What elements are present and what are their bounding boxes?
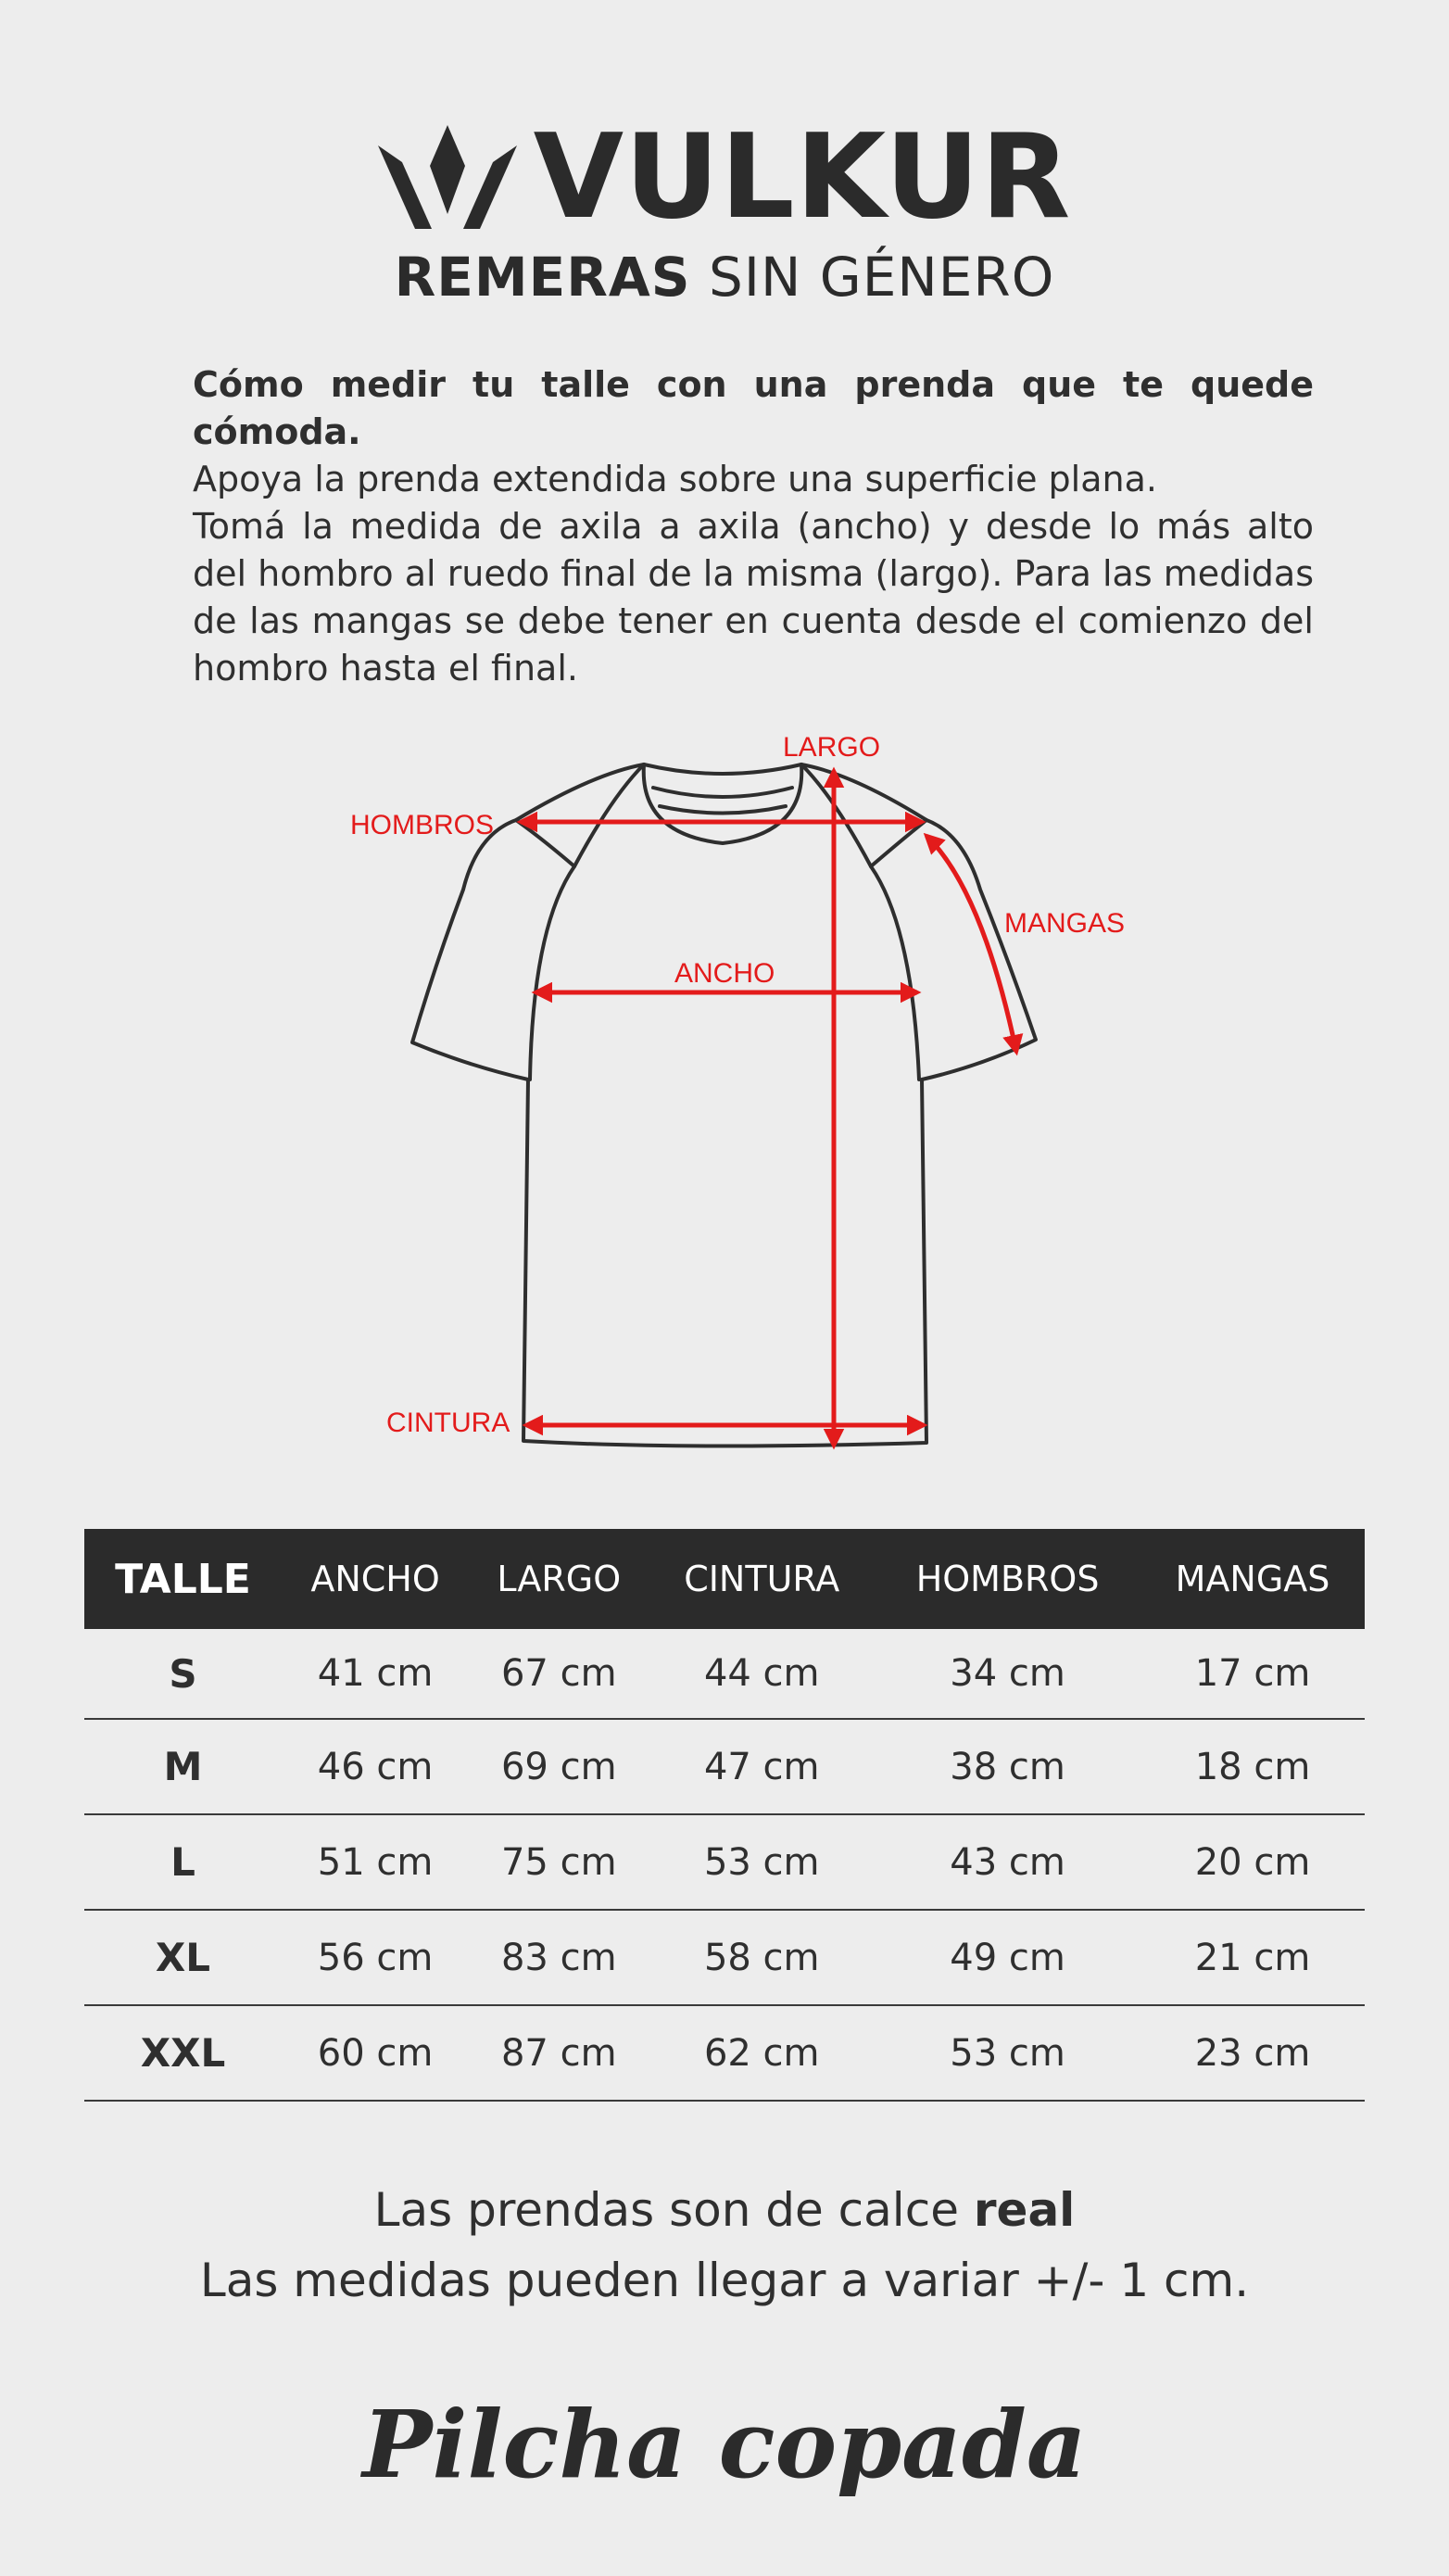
header-talle: TALLE: [84, 1529, 282, 1629]
brand-name: VULKUR: [533, 108, 1072, 245]
table-header-row: [84, 1529, 1365, 1629]
vulkur-flame-logo-icon: [378, 125, 517, 229]
table-cell: 46 cm: [282, 1719, 469, 1814]
table-cell: 44 cm: [649, 1629, 875, 1719]
table-cell: 23 cm: [1140, 2005, 1365, 2101]
size-cell: L: [84, 1814, 282, 1910]
table-cell: 17 cm: [1140, 1629, 1365, 1719]
table-row: [84, 1629, 1365, 1719]
measurement-arrows: [521, 771, 1016, 1446]
subtitle-rest: SIN GÉNERO: [709, 246, 1055, 309]
table-row: [84, 1814, 1365, 1910]
table-cell: 75 cm: [469, 1814, 649, 1910]
size-cell: M: [84, 1719, 282, 1814]
header-mangas: MANGAS: [1140, 1529, 1365, 1629]
variance-note: Las medidas pueden llegar a variar +/- 1 cm.: [199, 2254, 1250, 2307]
fit-note: [0, 2183, 1449, 2237]
size-chart-table: [84, 1529, 1365, 2102]
subtitle-bold: REMERAS: [394, 246, 691, 309]
table-cell: 41 cm: [282, 1629, 469, 1719]
size-cell: XXL: [84, 2005, 282, 2101]
label-largo: LARGO: [783, 732, 881, 763]
tshirt-measurement-diagram: [0, 704, 1449, 1473]
slogan: Pilcha copada: [362, 2390, 1087, 2499]
instructions-line-2: Tomá la medida de axila a axila (ancho) y desde lo más alto del hombro al ruedo final de la misma (largo). Para las medidas de las mangas se debe tener en cuenta desde el comienzo del hombro hasta el final.: [193, 506, 1314, 688]
label-hombros: HOMBROS: [350, 810, 495, 840]
table-cell: 60 cm: [282, 2005, 469, 2101]
table-cell: 18 cm: [1140, 1719, 1365, 1814]
header-hombros: HOMBROS: [875, 1529, 1140, 1629]
table-cell: 34 cm: [875, 1629, 1140, 1719]
table-cell: 83 cm: [469, 1910, 649, 2005]
tshirt-illustration: [0, 704, 1449, 1473]
tshirt-outline: [412, 764, 1036, 1446]
table-cell: 69 cm: [469, 1719, 649, 1814]
table-cell: 62 cm: [649, 2005, 875, 2101]
table-row: [84, 1910, 1365, 2005]
table-cell: 47 cm: [649, 1719, 875, 1814]
table-cell: 20 cm: [1140, 1814, 1365, 1910]
table-cell: 53 cm: [649, 1814, 875, 1910]
size-cell: XL: [84, 1910, 282, 2005]
table-row: [84, 2005, 1365, 2101]
table-cell: 87 cm: [469, 2005, 649, 2101]
header-ancho: ANCHO: [282, 1529, 469, 1629]
table-cell: 21 cm: [1140, 1910, 1365, 2005]
size-cell: S: [84, 1629, 282, 1719]
table-cell: 51 cm: [282, 1814, 469, 1910]
table-cell: 43 cm: [875, 1814, 1140, 1910]
fit-note-prefix: Las prendas son de calce: [373, 2183, 959, 2237]
label-ancho: ANCHO: [674, 958, 775, 989]
table-row: [84, 1719, 1365, 1814]
header-largo: LARGO: [469, 1529, 649, 1629]
header-cintura: CINTURA: [649, 1529, 875, 1629]
fit-note-bold: real: [973, 2183, 1076, 2237]
table-cell: 67 cm: [469, 1629, 649, 1719]
measuring-instructions: [193, 361, 1314, 692]
table-cell: 49 cm: [875, 1910, 1140, 2005]
table-cell: 38 cm: [875, 1719, 1140, 1814]
page-subtitle: [0, 246, 1449, 309]
table-cell: 58 cm: [649, 1910, 875, 2005]
brand-header: [0, 108, 1449, 245]
table-cell: 56 cm: [282, 1910, 469, 2005]
instructions-line-1: Apoya la prenda extendida sobre una superficie plana.: [193, 459, 1157, 499]
table-cell: 53 cm: [875, 2005, 1140, 2101]
label-mangas: MANGAS: [1004, 908, 1126, 939]
label-cintura: CINTURA: [386, 1408, 510, 1438]
instructions-lead: Cómo medir tu talle con una prenda que te quede cómoda.: [193, 364, 1314, 452]
